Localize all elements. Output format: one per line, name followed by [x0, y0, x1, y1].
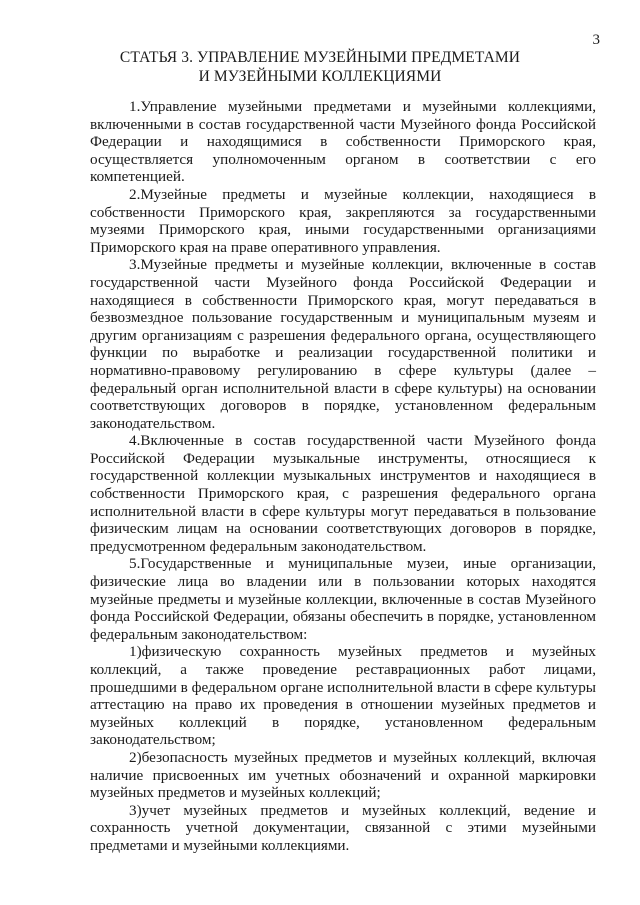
page-number: 3 [592, 32, 600, 48]
paragraph-subitem-2: 2)безопасность музейных предметов и музейных коллекций, включая наличие присвоенных им учетных обозначений и охранной маркировки музейных предметов и музейных коллекций; [90, 748, 596, 802]
paragraph-clause-4: 4.Включенные в состав государственной части Музейного фонда Российской Федерации музыкальные инструменты, относящиеся к государственной коллекции музыкальных инструментов и находящиеся в собственности Приморского края, с разрешения федерального органа исполнительной власти в сфере культуры могут передаваться в пользование физическим лицам на основании соответствующих договоров в порядке, предусмотренном федеральным законодательством. [90, 432, 596, 555]
paragraph-subitem-1: 1)физическую сохранность музейных предметов и музейных коллекций, а также проведение реставрационных работ лицами, прошедшими в федеральном органе исполнительной власти в сфере культуры аттестацию на право их проведения в отношении музейных предметов и музейных коллекций в порядке, установленном федеральным законодательством; [90, 643, 596, 749]
paragraph-clause-1: 1.Управление музейными предметами и музейными коллекциями, включенными в состав государственной части Музейного фонда Российской Федерации и находящимися в собственности Приморского края, осуществляется уполномоченным органом в соответствии с его компетенцией. [90, 98, 596, 186]
article-body [90, 98, 596, 855]
paragraph-clause-5: 5.Государственные и муниципальные музеи, иные организации, физические лица во владении или в пользовании которых находятся музейные предметы и музейные коллекции, включенные в состав Музейного фонда Российской Федерации, обязаны обеспечить в порядке, установленном федеральным законодательством: [90, 555, 596, 643]
paragraph-clause-2: 2.Музейные предметы и музейные коллекции, находящиеся в собственности Приморского края, закрепляются за государственными музеями Приморского края, иными государственными организациями Приморского края на праве оперативного управления. [90, 185, 596, 256]
article-title-line-2: И МУЗЕЙНЫМИ КОЛЛЕКЦИЯМИ [198, 68, 442, 85]
article-title-line-1: СТАТЬЯ 3. УПРАВЛЕНИЕ МУЗЕЙНЫМИ ПРЕДМЕТАМИ [119, 49, 521, 66]
article-title [0, 48, 640, 86]
paragraph-subitem-3: 3)учет музейных предметов и музейных коллекций, ведение и сохранность учетной документации, связанной с этими музейными предметами и музейными коллекциями. [90, 801, 596, 854]
paragraph-clause-3: 3.Музейные предметы и музейные коллекции, включенные в состав государственной части Музейного фонда Российской Федерации и находящиеся в собственности Приморского края, могут передаваться в безвозмездное пользование государственным и муниципальным музеям и другим организациям с разрешения федерального органа, осуществляющего функции по выработке и реализации государственной политики и нормативно-правовому регулированию в сфере культуры (далее – федеральный орган исполнительной власти в сфере культуры) на основании соответствующих договоров в порядке, установленном федеральным законодательством. [90, 256, 596, 432]
